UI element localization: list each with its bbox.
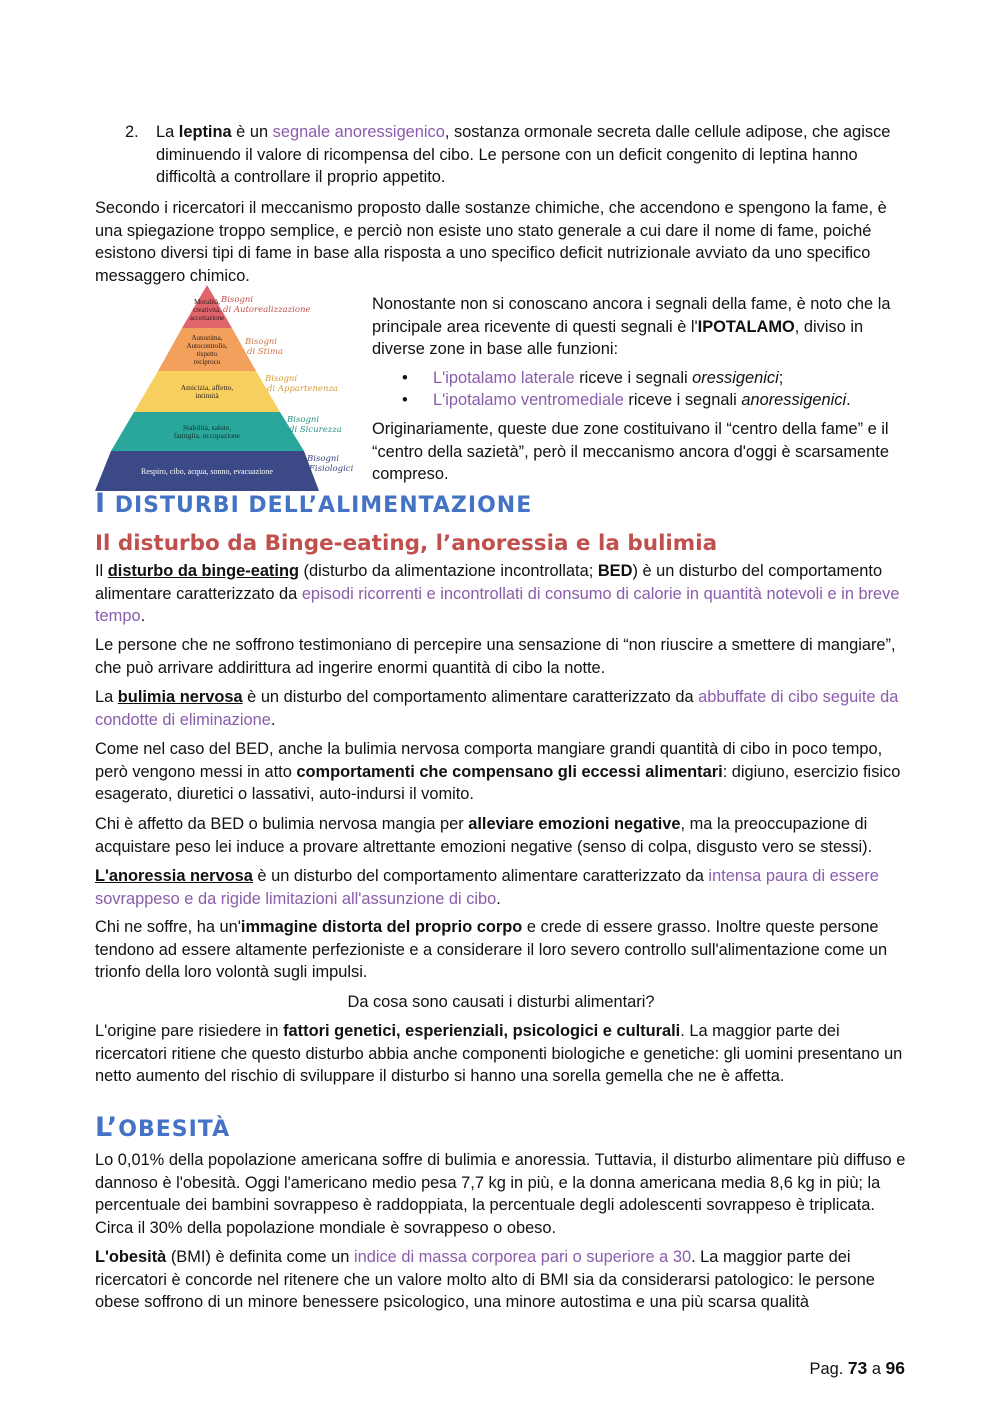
- bullet-icon: •: [402, 368, 408, 387]
- ipotalamo-originariamente: Originariamente, queste due zone costituivano il “centro della fame” e il “centro della sazietà”, però il meccanismo ancora d'oggi è scarsamente compreso.: [372, 419, 889, 484]
- list-item: • L'ipotalamo laterale riceve i segnali oressigenici;: [372, 367, 907, 390]
- pyramid-inner-3: Amicizia, affetto, intimità: [180, 383, 234, 400]
- pyramid-svg: [95, 285, 360, 491]
- section-heading-obesita: L’OBESITÀ: [95, 1112, 231, 1143]
- page-footer: Pag. 73 a 96: [809, 1358, 905, 1378]
- paragraph-obesita: Lo 0,01% della popolazione americana soffre di bulimia e anoressia. Tuttavia, il disturbo alimentare più diffuso e dannoso è l'obesità. Oggi l'americano medio pesa 7,7 kg in più, e la donna americana media 8,6 kg in più; la percentuale dei bambini sovrappeso è raddoppiata, la percentuale degli adolescenti sovrappeso è triplicata. Circa il 30% della popolazione mondiale è sovrappeso o obeso.: [95, 1151, 906, 1237]
- question-line: Da cosa sono causati i disturbi alimentari?: [347, 993, 655, 1011]
- numbered-item-2: [125, 121, 915, 189]
- section-heading-disturbi: I DISTURBI DELL’ALIMENTAZIONE: [95, 488, 533, 519]
- pyramid-inner-4: Stabilità, salute, famiglia, occupazione: [173, 423, 241, 440]
- item-number: 2.: [125, 123, 139, 141]
- pyramid-label-1: Bisogni di Autorealizzazione: [221, 295, 311, 315]
- paragraph-come-bed: Come nel caso del BED, anche la bulimia nervosa comporta mangiare grandi quantità di cibo in poco tempo, però vengono messi in atto comportamenti che compensano gli eccessi alimentari: digiuno, esercizio fisico esagerato, diuretici o lassativi, auto-indursi il vomito.: [95, 740, 901, 804]
- paragraph-anoressia: L'anoressia nervosa è un disturbo del comportamento alimentare caratterizzato da intensa paura di essere sovrappeso e da rigide limitazioni all'assunzione di cibo.: [95, 867, 879, 908]
- paragraph-affetto: Chi è affetto da BED o bulimia nervosa mangia per alleviare emozioni negative, ma la preoccupazione di acquistare peso lei induce a provare altrettante emozioni negative (senso di colpa, disgusto vero se stessi).: [95, 815, 873, 856]
- paragraph-bulimia: La bulimia nervosa è un disturbo del comportamento alimentare caratterizzato da abbuffate di cibo seguite da condotte di eliminazione.: [95, 688, 899, 729]
- term-ipotalamo: IPOTALAMO: [697, 317, 795, 336]
- pyramid-label-4: Bisogni di Sicurezza: [287, 415, 342, 435]
- pyramid-inner-5: Respiro, cibo, acqua, sonno, evacuazione: [141, 467, 273, 476]
- highlight-text: segnale anoressigenico: [272, 123, 445, 141]
- ipotalamo-list: [372, 367, 907, 412]
- paragraph-bmi: L'obesità (BMI) è definita come un indice di massa corporea pari o superiore a 30. La maggior parte dei ricercatori è concorde nel ritenere che un valore molto alto di BMI sia da considerarsi patologico: le persone obese soffrono di un minore benessere psicologico, una minore autostima e una più scarsa qualità: [95, 1248, 875, 1312]
- maslow-pyramid-figure: [95, 285, 360, 491]
- paragraph-ricercatori: Secondo i ricercatori il meccanismo proposto dalle sostanze chimiche, che accendono e spengono la fame, è una spiegazione troppo semplice, e perciò non esiste uno stato generale a cui dare il nome di fame, poiché esistono diversi tipi di fame in base alla risposta a uno specifico deficit nutrizionale avviato da uno specifico messaggero chimico.: [95, 199, 887, 285]
- pyramid-label-3: Bisogni di Appartenenza: [265, 374, 338, 394]
- ipotalamo-intro: Nonostante non si conoscano ancora i segnali della fame, è noto che la principale area ricevente di questi segnali è l'IPOTALAMO, diviso in diverse zone in base alle funzioni:: [372, 295, 891, 359]
- item-text: La leptina è un segnale anoressigenico, sostanza ormonale secreta dalle cellule adipose, che agisce diminuendo il valore di ricompensa del cibo. Le persone con un deficit congenito di leptina hanno difficoltà a controllare il proprio appetito.: [156, 123, 891, 187]
- ipotalamo-block: [372, 293, 907, 486]
- bullet-icon: •: [402, 391, 408, 410]
- paragraph-immagine: Chi ne soffre, ha un'immagine distorta del proprio corpo e crede di essere grasso. Inoltre queste persone tendono ad essere altamente perfezioniste e a considerare il loro severo controllo sull'alimentazione come un trionfo della loro volontà sugli impulsi.: [95, 918, 888, 982]
- paragraph-persone: Le persone che ne soffrono testimoniano di percepire una sensazione di “non riuscire a smettere di mangiare”, che può arrivare addirittura ad ingerire enormi quantità di cibo la notte.: [95, 636, 896, 677]
- pyramid-label-2: Bisogni di Stima: [245, 337, 283, 357]
- subheading-binge: Il disturbo da Binge-eating, l’anoressia e la bulimia: [95, 531, 718, 556]
- page-number: 73: [847, 1358, 868, 1378]
- pyramid-inner-2: Autostima, Autocontrollo, rispetto reciproco: [186, 334, 228, 366]
- paragraph-bed: Il disturbo da binge-eating (disturbo da alimentazione incontrollata; BED) è un disturbo del comportamento alimentare caratterizzato da episodi ricorrenti e incontrollati di consumo di calorie in quantità notevoli e in breve tempo.: [95, 562, 900, 626]
- pyramid-label-5: Bisogni Fisiologici: [307, 454, 354, 474]
- paragraph-origine: L'origine pare risiedere in fattori genetici, esperienziali, psicologici e culturali. La maggior parte dei ricercatori ritiene che questo disturbo abbia anche componenti biologiche e genetiche: gli uomini presentano un netto aumento del rischio di sviluppare il disturbo si hanno una sorella gemella che ne è affetta.: [95, 1022, 903, 1086]
- pyramid-inner-1: Moralità, creatività, accettazione: [189, 298, 225, 322]
- list-item: • L'ipotalamo ventromediale riceve i segnali anoressigenici.: [372, 389, 907, 412]
- term-leptina: leptina: [178, 123, 232, 141]
- page-total: 96: [885, 1358, 905, 1378]
